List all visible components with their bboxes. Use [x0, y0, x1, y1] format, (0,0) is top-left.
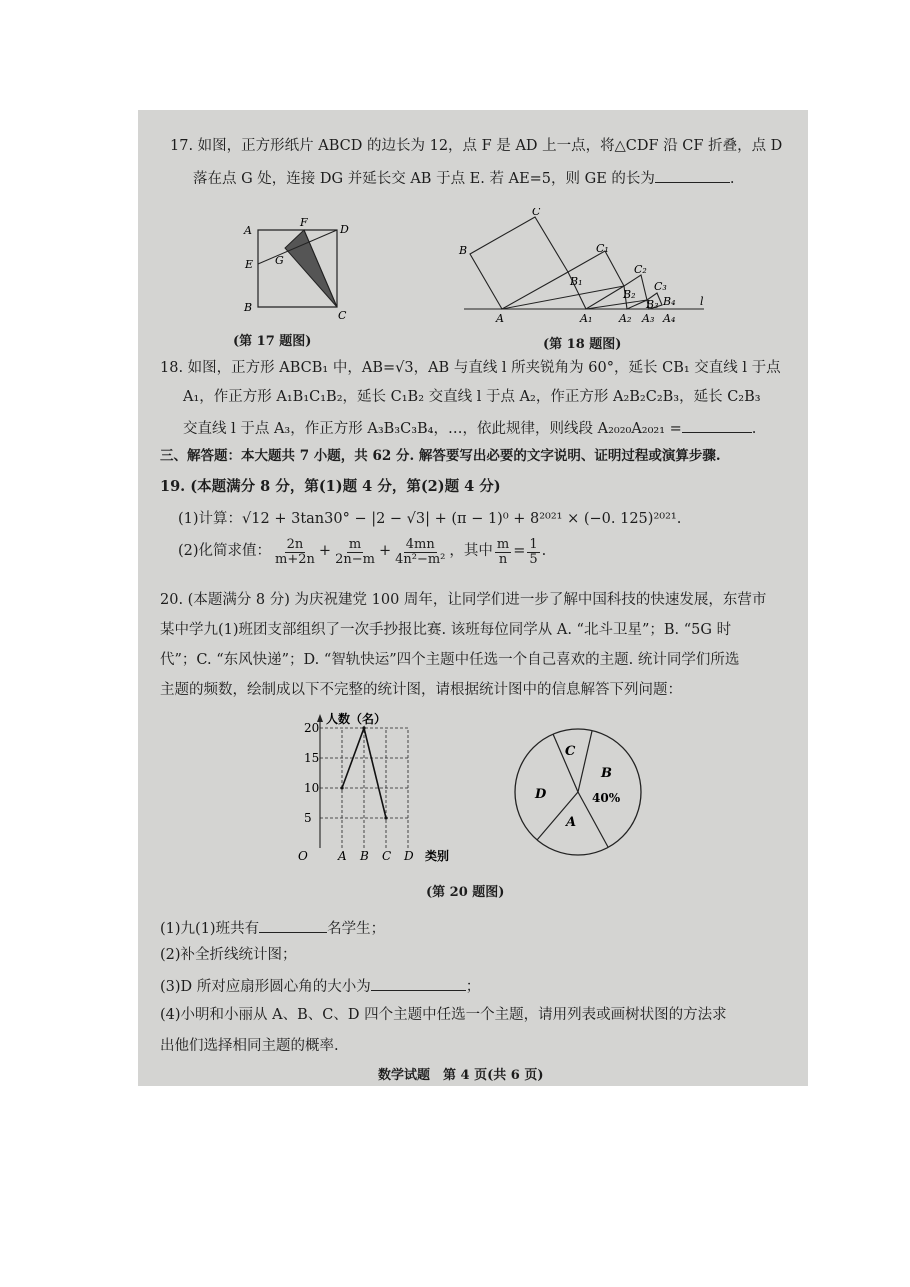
pie-label-a: A: [566, 815, 577, 830]
q19-frac-3-num: 4mn: [405, 537, 435, 552]
line-chart-y-ticks: [304, 721, 319, 825]
q20-sub-4-line-1: (4)小明和小丽从 A、B、C、D 四个主题中任选一个主题，请用列表或画树状图的方法求: [160, 1007, 727, 1023]
x-tick-label: C: [382, 849, 392, 863]
exam-page: [138, 110, 808, 1086]
x-tick-label: A: [338, 849, 347, 863]
q20-sub1-blank[interactable]: [259, 918, 327, 933]
pie-label-c: C: [565, 744, 576, 759]
fig17-label-b: B: [244, 301, 253, 314]
q19-frac-4: [495, 538, 511, 566]
q18-answer-blank[interactable]: [682, 418, 752, 433]
pie-divider-cd: [553, 734, 578, 792]
figure-18: [456, 208, 711, 326]
q20-line-3: 代”；C. “东风快递”；D. “智轨快运”四个主题中任选一个自己喜欢的主题. 统计同学们所选: [160, 652, 740, 668]
q19-plus-2: +: [378, 543, 392, 560]
fig18-label-a3: A₃: [642, 312, 655, 325]
line-chart-x-ticks: [337, 849, 414, 863]
q19-part-1: (1)计算：√12 + 3tan30° − |2 − √3| + (π − 1)⁰ + 8²⁰²¹ × (−0. 125)²⁰²¹.: [178, 511, 682, 527]
y-tick-label: 5: [304, 811, 312, 825]
fig17-label-e: E: [245, 258, 254, 271]
fig18-label-c: C: [532, 208, 541, 218]
fig18-label-a1: A₁: [580, 312, 593, 325]
q20-sub-1: [160, 918, 385, 938]
q19-plus-1: +: [318, 543, 332, 560]
series-point: [340, 786, 343, 789]
fig18-square-0: [470, 217, 568, 309]
x-tick-label: D: [404, 849, 414, 863]
q20-line-4: 主题的频数，绘制成以下不完整的统计图，请根据统计图中的信息解答下列问题：: [160, 682, 682, 698]
pie-divider-cb: [578, 731, 592, 792]
q20-sub1-text-b: 名学生；: [327, 921, 386, 937]
page-footer: 数学试题 第 4 页(共 6 页): [378, 1068, 544, 1083]
fig18-label-b4: B₄: [663, 295, 676, 308]
fig18-label-b3: B₃: [646, 298, 659, 311]
q19-end: .: [541, 543, 547, 560]
fig17-label-g: G: [275, 254, 284, 267]
q19-title: 19. (本题满分 8 分，第(1)题 4 分，第(2)题 4 分): [160, 478, 501, 495]
series-point: [362, 726, 365, 729]
line-chart-xlabel: 类别: [425, 849, 450, 863]
q17-answer-blank[interactable]: [655, 168, 730, 183]
figure-17: [228, 214, 358, 324]
fig17-label-a: A: [244, 224, 252, 237]
q19-frac-5-den: 5: [529, 551, 538, 567]
q20-sub-2: (2)补全折线统计图；: [160, 947, 297, 963]
q19-part2-prefix: (2)化简求值：: [178, 543, 272, 560]
q19-part-2: [178, 538, 546, 566]
q19-frac-1-den: m+2n: [275, 551, 315, 567]
q20-pie-chart: [508, 722, 648, 862]
fig18-label-c2: C₂: [634, 263, 647, 276]
q20-line-1: 20. (本题满分 8 分) 为庆祝建党 100 周年，让同学们进一步了解中国科技的快速发展，东营市: [160, 592, 767, 608]
pie-label-d: D: [535, 787, 547, 802]
pie-label-b-percent: 40%: [592, 791, 621, 805]
q20-sub3-blank[interactable]: [371, 976, 466, 991]
line-chart-grid: [320, 728, 408, 848]
fig18-label-a4: A₄: [663, 312, 676, 325]
line-chart-origin: O: [298, 849, 308, 863]
q18-period: .: [751, 421, 757, 437]
fig18-label-a2: A₂: [619, 312, 632, 325]
q20-sub-4-line-2: 出他们选择相同主题的概率.: [160, 1038, 339, 1054]
q18-line-3: [183, 418, 756, 438]
pie-label-b: B: [601, 766, 612, 781]
q20-sub1-text-a: (1)九(1)班共有: [160, 921, 260, 937]
line-chart-ylabel: 人数（名）: [326, 712, 387, 726]
fig17-label-d: D: [340, 223, 349, 236]
fig17-label-f: F: [300, 216, 308, 229]
q19-frac-5: [527, 538, 539, 566]
q17-line-2-text: 落在点 G 处，连接 DG 并延长交 AB 于点 E. 若 AE=5，则 GE 的长为: [193, 171, 655, 187]
fig17-label-c: C: [338, 309, 347, 322]
q19-frac-1: [273, 538, 317, 566]
q19-where: ，其中: [449, 543, 493, 560]
q20-sub3-text: (3)D 所对应扇形圆心角的大小为: [160, 979, 371, 995]
q18-line-2: A₁，作正方形 A₁B₁C₁B₂，延长 C₁B₂ 交直线 l 于点 A₂，作正方形 A₂B₂C₂B₃，延长 C₂B₃: [183, 389, 761, 405]
q17-caption: (第 17 题图): [233, 334, 312, 349]
q20-sub-3: [160, 976, 480, 996]
fig18-label-b2: B₂: [623, 288, 636, 301]
q17-period: .: [729, 171, 735, 187]
q20-line-2: 某中学九(1)班团支部组织了一次手抄报比赛. 该班每位同学从 A. “北斗卫星”；B. “5G 时: [160, 622, 732, 638]
fig18-label-b1: B₁: [570, 275, 583, 288]
series-point: [384, 816, 387, 819]
q19-frac-4-num: m: [496, 537, 510, 552]
q18-caption: (第 18 题图): [543, 337, 622, 352]
fig18-label-a: A: [496, 312, 504, 325]
q20-line-chart: [288, 708, 468, 868]
q17-line-1: 17. 如图，正方形纸片 ABCD 的边长为 12，点 F 是 AD 上一点，将△CDF 沿 CF 折叠，点 D: [170, 138, 783, 154]
q18-line-3-text: 交直线 l 于点 A₃，作正方形 A₃B₃C₃B₄，…，依此规律，则线段 A₂₀₂₀A₂₀₂₁ =: [183, 421, 682, 437]
y-tick-label: 10: [304, 781, 320, 795]
fig18-label-c1: C₁: [596, 242, 609, 255]
q19-frac-3: [393, 538, 447, 566]
q19-frac-4-den: n: [498, 551, 508, 567]
q20-caption: (第 20 题图): [426, 885, 505, 900]
q19-frac-2: [333, 538, 377, 566]
fig18-label-l: l: [700, 295, 704, 308]
fig18-label-c3: C₃: [654, 280, 667, 293]
q19-frac-2-num: m: [348, 537, 362, 552]
q18-line-1: 18. 如图，正方形 ABCB₁ 中，AB=√3，AB 与直线 l 所夹锐角为 60°，延长 CB₁ 交直线 l 于点: [160, 360, 781, 376]
q19-frac-3-den: 4n²−m²: [395, 551, 446, 567]
section-3-heading: 三、解答题：本大题共 7 小题，共 62 分. 解答要写出必要的文字说明、证明过程或演算步骤.: [160, 448, 721, 464]
y-tick-label: 20: [304, 721, 320, 735]
q19-frac-1-num: 2n: [286, 537, 304, 552]
x-tick-label: B: [360, 849, 369, 863]
q19-frac-5-num: 1: [529, 537, 538, 552]
q20-sub3-end: ；: [465, 979, 481, 995]
y-tick-label: 15: [304, 751, 320, 765]
fig18-label-b: B: [459, 244, 468, 257]
q19-frac-2-den: 2n−m: [335, 551, 375, 567]
q19-equals: =: [513, 543, 526, 560]
q17-line-2: [193, 168, 735, 188]
